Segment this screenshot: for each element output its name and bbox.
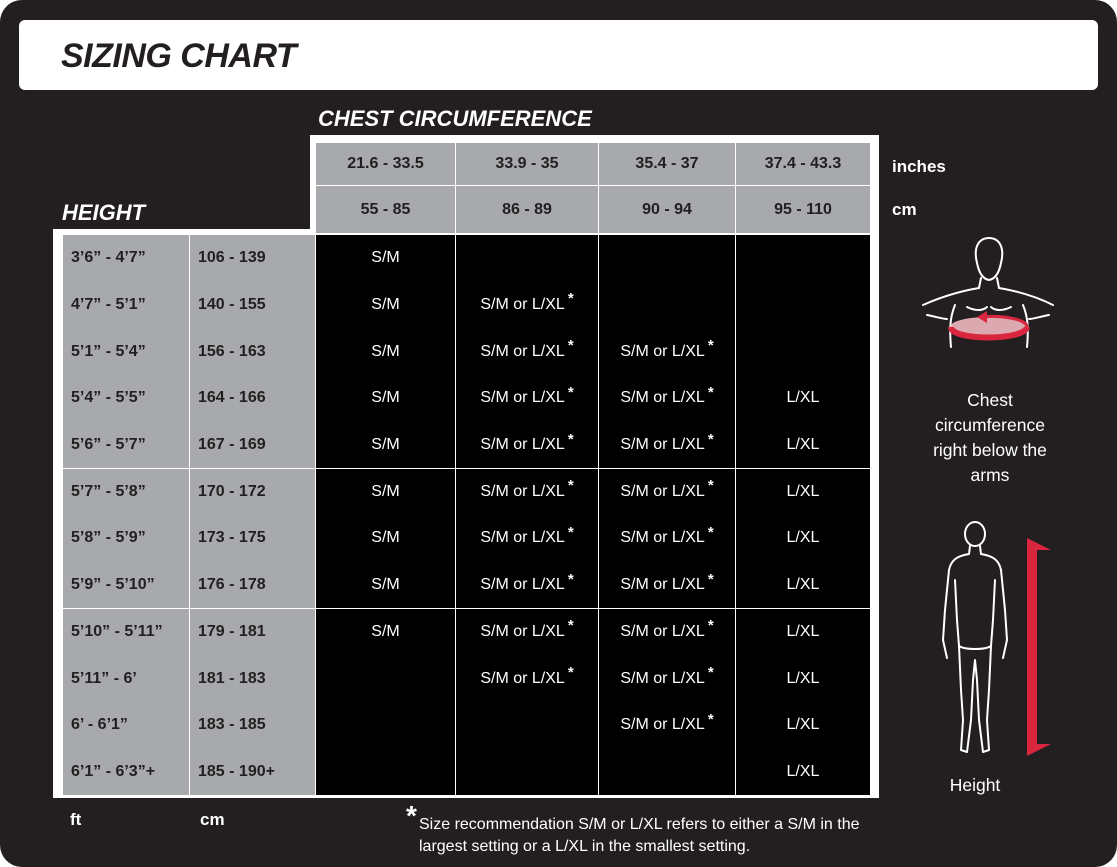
- size-cell: [736, 749, 870, 796]
- size-cell: [599, 235, 735, 282]
- height-ft-cell: 5’10” - 5’11”: [63, 609, 189, 656]
- size-cell: [599, 609, 735, 656]
- size-cell: [316, 375, 455, 422]
- chest-range-inches: 37.4 - 43.3: [736, 143, 870, 185]
- size-cell: [456, 609, 598, 656]
- size-value: S/M: [371, 622, 400, 640]
- size-value: L/XL: [786, 762, 820, 780]
- ft-unit-label: ft: [70, 810, 82, 829]
- height-ft-cell: 3’6” - 4’7”: [63, 235, 189, 282]
- size-cell: [316, 422, 455, 469]
- size-value: S/M or L/XL: [480, 342, 565, 360]
- size-value: L/XL: [786, 529, 820, 547]
- height-ft-cell: 4’7” - 5’1”: [63, 282, 189, 329]
- size-asterisk: *: [567, 617, 574, 635]
- size-cell: [599, 515, 735, 562]
- size-value: S/M or L/XL: [620, 482, 705, 500]
- height-cm-cell: 156 - 163: [190, 328, 315, 375]
- size-value: S/M or L/XL: [620, 622, 705, 640]
- size-value: S/M or L/XL: [620, 436, 705, 454]
- height-ft-cell: 6’ - 6’1”: [63, 702, 189, 749]
- size-asterisk: *: [567, 477, 574, 495]
- size-asterisk: *: [707, 664, 714, 682]
- size-asterisk: *: [707, 337, 714, 355]
- chest-range-inches: 21.6 - 33.5: [316, 143, 455, 185]
- size-cell: [736, 235, 870, 282]
- size-cell: [316, 749, 455, 796]
- size-cell: [599, 328, 735, 375]
- size-value: S/M: [371, 342, 400, 360]
- height-ft-cell: 5’11” - 6’: [63, 655, 189, 702]
- chest-range-inches: 33.9 - 35: [456, 143, 598, 185]
- size-cell: [599, 655, 735, 702]
- height-cm-cell: 185 - 190+: [190, 749, 315, 796]
- size-value: L/XL: [786, 389, 820, 407]
- size-cell: [599, 282, 735, 329]
- height-ft-cell: 6’1” - 6’3”+: [63, 749, 189, 796]
- size-cell: [736, 422, 870, 469]
- height-cm-cell: 176 - 178: [190, 562, 315, 609]
- height-ft-cell: 5’4” - 5’5”: [63, 375, 189, 422]
- size-cell: [456, 702, 598, 749]
- size-cell: [316, 562, 455, 609]
- size-value: S/M or L/XL: [480, 669, 565, 687]
- height-cm-cell: 106 - 139: [190, 235, 315, 282]
- height-ft-cell: 5’9” - 5’10”: [63, 562, 189, 609]
- size-cell: [599, 375, 735, 422]
- footnote-asterisk: *: [406, 800, 417, 831]
- height-cm-cell: 164 - 166: [190, 375, 315, 422]
- height-ft-cell: 5’6” - 5’7”: [63, 422, 189, 469]
- size-asterisk: *: [707, 383, 714, 401]
- chest-header: CHEST CIRCUMFERENCE: [318, 106, 592, 131]
- size-cell: [736, 609, 870, 656]
- size-cell: [599, 749, 735, 796]
- size-value: S/M or L/XL: [620, 669, 705, 687]
- size-cell: [456, 375, 598, 422]
- size-value: S/M or L/XL: [620, 529, 705, 547]
- page-title: SIZING CHART: [61, 37, 297, 75]
- size-value: S/M: [371, 389, 400, 407]
- title-bar: [19, 20, 1098, 90]
- height-cm-cell: 181 - 183: [190, 655, 315, 702]
- size-cell: [599, 422, 735, 469]
- size-cell: [456, 422, 598, 469]
- size-value: S/M or L/XL: [480, 482, 565, 500]
- size-value: L/XL: [786, 716, 820, 734]
- height-ft-cell: 5’8” - 5’9”: [63, 515, 189, 562]
- size-asterisk: *: [707, 523, 714, 541]
- height-cm-cell: 183 - 185: [190, 702, 315, 749]
- cm-unit-label: cm: [892, 200, 917, 219]
- height-caption: Height: [949, 775, 1001, 795]
- size-cell: [736, 469, 870, 516]
- size-asterisk: *: [567, 570, 574, 588]
- size-value: S/M or L/XL: [620, 576, 705, 594]
- size-value: S/M or L/XL: [480, 389, 565, 407]
- size-cell: [316, 515, 455, 562]
- size-cell: [736, 702, 870, 749]
- size-asterisk: *: [567, 290, 574, 308]
- size-value: S/M or L/XL: [480, 622, 565, 640]
- chest-range-inches: 35.4 - 37: [599, 143, 735, 185]
- size-cell: [316, 235, 455, 282]
- height-cm-cell: 167 - 169: [190, 422, 315, 469]
- chest-range-cm: 95 - 110: [736, 186, 870, 233]
- size-asterisk: *: [707, 617, 714, 635]
- size-value: S/M: [371, 529, 400, 547]
- size-cell: [456, 515, 598, 562]
- size-asterisk: *: [707, 570, 714, 588]
- size-asterisk: *: [567, 337, 574, 355]
- size-value: L/XL: [786, 622, 820, 640]
- size-cell: [599, 562, 735, 609]
- size-value: S/M or L/XL: [620, 389, 705, 407]
- inches-unit-label: inches: [892, 157, 946, 176]
- footnote-text: Size recommendation S/M or L/XL refers to either a S/M in the largest setting or a L/XL in the smallest setting.: [419, 816, 860, 855]
- size-value: S/M or L/XL: [620, 342, 705, 360]
- chest-range-cm: 90 - 94: [599, 186, 735, 233]
- size-value: L/XL: [786, 482, 820, 500]
- size-cell: [456, 469, 598, 516]
- size-cell: [736, 328, 870, 375]
- size-cell: [456, 562, 598, 609]
- size-cell: [316, 609, 455, 656]
- size-value: S/M or L/XL: [480, 576, 565, 594]
- size-cell: [316, 655, 455, 702]
- size-cell: [736, 562, 870, 609]
- size-value: S/M or L/XL: [480, 295, 565, 313]
- size-cell: [456, 328, 598, 375]
- size-cell: [456, 235, 598, 282]
- chest-range-cm: 86 - 89: [456, 186, 598, 233]
- size-cell: [316, 328, 455, 375]
- size-cell: [316, 702, 455, 749]
- cm-height-unit-label: cm: [200, 810, 225, 829]
- size-cell: [736, 655, 870, 702]
- size-value: L/XL: [786, 436, 820, 454]
- size-value: L/XL: [786, 669, 820, 687]
- size-asterisk: *: [707, 477, 714, 495]
- size-value: S/M or L/XL: [620, 716, 705, 734]
- size-value: S/M: [371, 249, 400, 267]
- height-header: HEIGHT: [62, 200, 146, 225]
- height-ft-cell: 5’1” - 5’4”: [63, 328, 189, 375]
- size-asterisk: *: [707, 710, 714, 728]
- chest-caption: Chest circumference right below the arms: [933, 390, 1047, 485]
- size-asterisk: *: [567, 664, 574, 682]
- size-cell: [456, 749, 598, 796]
- size-cell: [736, 515, 870, 562]
- chest-range-cm: 55 - 85: [316, 186, 455, 233]
- size-cell: [599, 469, 735, 516]
- size-cell: [456, 655, 598, 702]
- size-asterisk: *: [567, 523, 574, 541]
- height-ft-cell: 5’7” - 5’8”: [63, 469, 189, 516]
- size-value: L/XL: [786, 576, 820, 594]
- height-cm-cell: 179 - 181: [190, 609, 315, 656]
- size-value: S/M: [371, 295, 400, 313]
- size-cell: [456, 282, 598, 329]
- size-asterisk: *: [707, 430, 714, 448]
- height-measurement-icon: [935, 520, 1055, 770]
- size-cell: [316, 469, 455, 516]
- chest-measurement-icon: [915, 235, 1060, 350]
- size-value: S/M: [371, 576, 400, 594]
- size-cell: [736, 282, 870, 329]
- height-cm-cell: 140 - 155: [190, 282, 315, 329]
- size-cell: [736, 375, 870, 422]
- size-asterisk: *: [567, 430, 574, 448]
- size-value: S/M or L/XL: [480, 436, 565, 454]
- size-cell: [599, 702, 735, 749]
- size-value: S/M: [371, 482, 400, 500]
- size-cell: [316, 282, 455, 329]
- size-value: S/M: [371, 436, 400, 454]
- height-cm-cell: 173 - 175: [190, 515, 315, 562]
- size-value: S/M or L/XL: [480, 529, 565, 547]
- size-asterisk: *: [567, 383, 574, 401]
- height-cm-cell: 170 - 172: [190, 469, 315, 516]
